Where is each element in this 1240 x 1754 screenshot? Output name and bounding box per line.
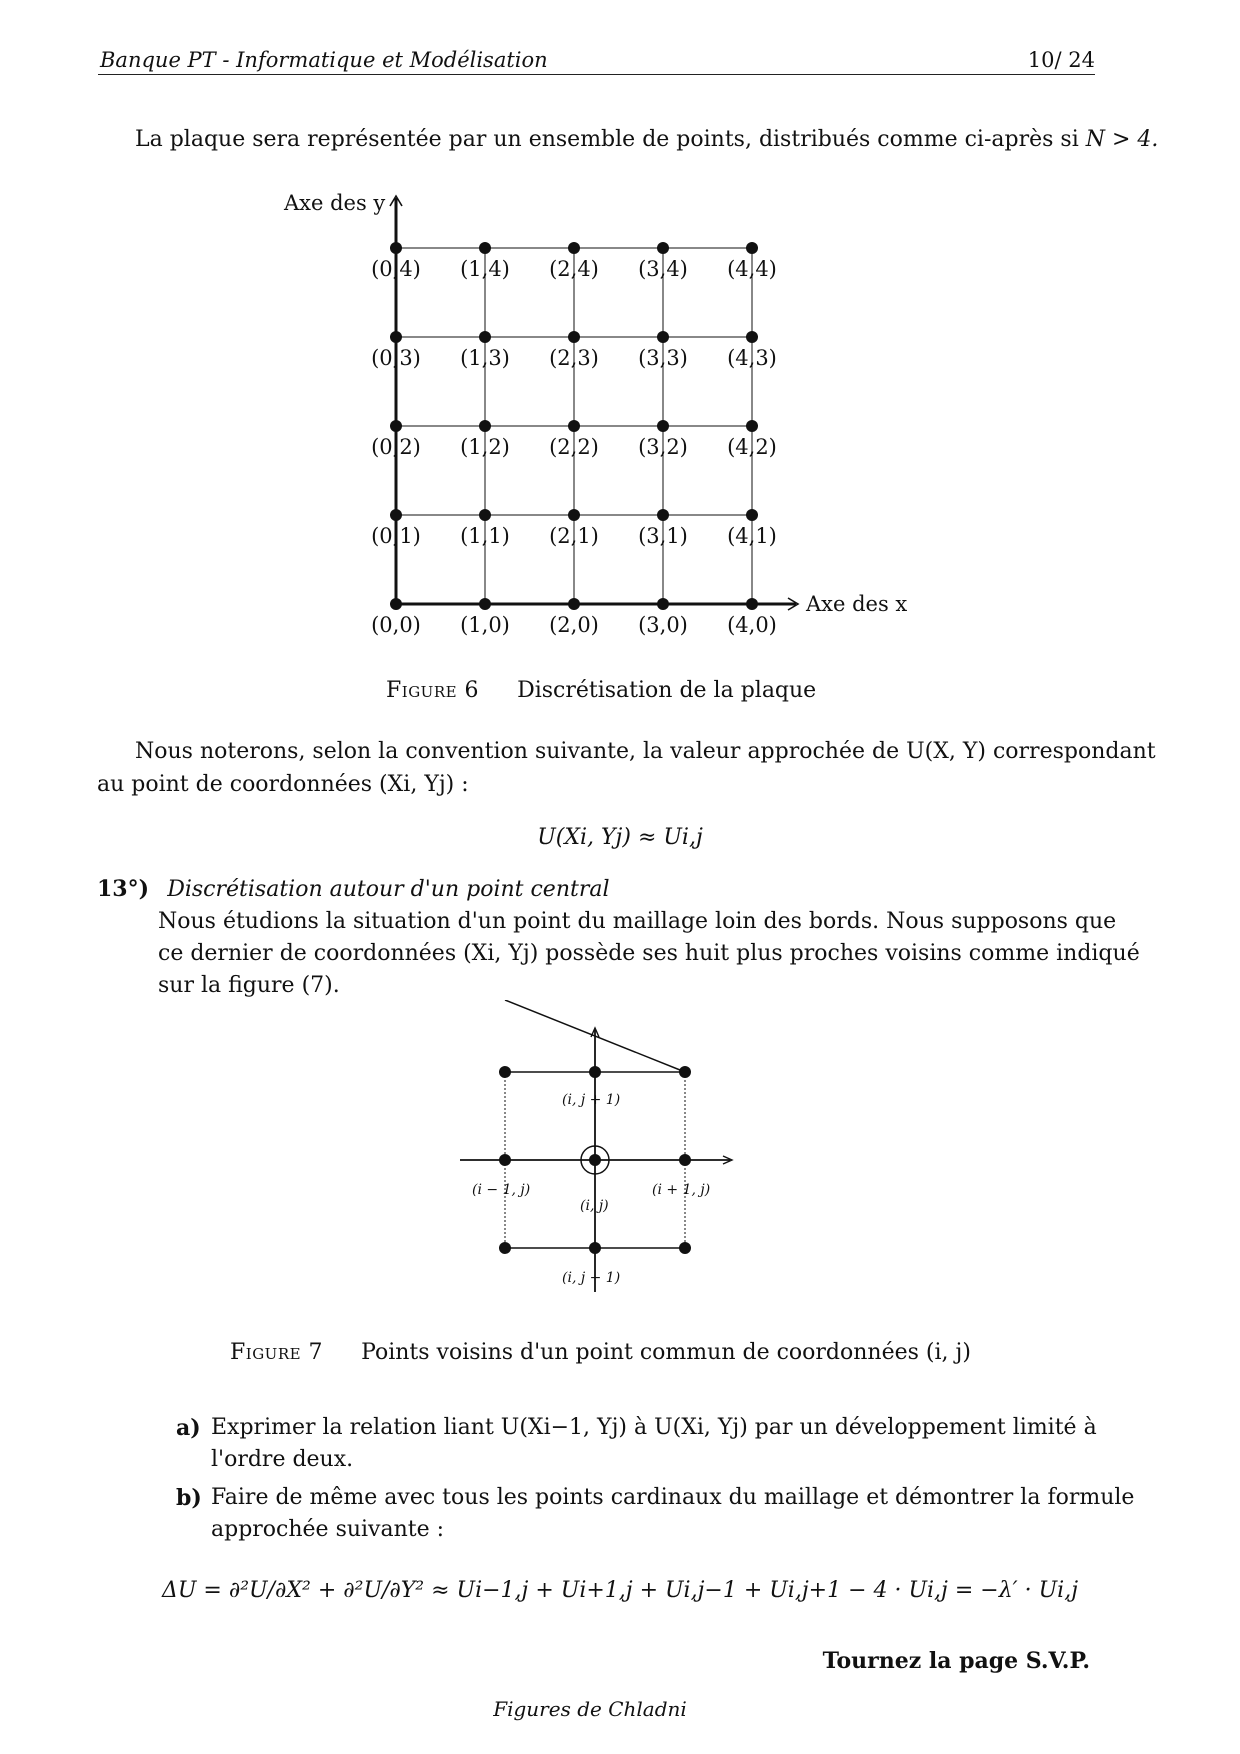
grid-point <box>390 242 402 254</box>
label-bottom: (i, j − 1) <box>562 1270 621 1286</box>
figure-6-caption-label: Figure 6 <box>386 678 480 703</box>
grid-point-label: (4,3) <box>727 346 777 370</box>
neighbor-point-bottom-right <box>679 1242 691 1254</box>
grid-point <box>390 598 402 610</box>
grid-point-label: (1,3) <box>460 346 510 370</box>
subquestion-a-line-2: l'ordre deux. <box>211 1447 354 1472</box>
grid-point <box>479 420 491 432</box>
grid-point <box>657 509 669 521</box>
grid-point <box>568 598 580 610</box>
x-axis-label: Axe des x <box>806 592 908 616</box>
subquestion-b-label <box>176 1482 202 1515</box>
grid-point <box>568 242 580 254</box>
neighbor-point-top-right <box>679 1066 691 1078</box>
figure-6-caption <box>386 678 816 703</box>
page-number: 10/ 24 <box>1027 48 1095 72</box>
question-number: 13°) <box>97 876 150 902</box>
neighbor-point-bottom <box>589 1242 601 1254</box>
grid-point-label: (0,3) <box>371 346 421 370</box>
grid-point <box>390 420 402 432</box>
grid-point <box>746 509 758 521</box>
grid-point <box>657 598 669 610</box>
question-13-heading <box>97 876 610 902</box>
grid-point <box>390 509 402 521</box>
grid-point <box>746 242 758 254</box>
center-point <box>589 1154 601 1166</box>
y-axis-label: Axe des y <box>284 191 386 215</box>
question-13-line-2: ce dernier de coordonnées (Xi, Yj) possède ses huit plus proches voisins comme indiqué <box>158 941 1140 966</box>
grid-point-label: (1,4) <box>460 257 510 281</box>
subquestion-b-line-2: approchée suivante : <box>211 1517 445 1542</box>
grid-point-label: (0,0) <box>371 613 421 637</box>
grid-point-label: (3,3) <box>638 346 688 370</box>
figure-7-caption <box>230 1340 971 1365</box>
grid-point <box>568 420 580 432</box>
figure-6-caption-text: Discrétisation de la plaque <box>517 678 817 703</box>
label-left: (i − 1, j) <box>472 1182 531 1198</box>
grid-point-label: (2,4) <box>549 257 599 281</box>
grid-point-label: (2,0) <box>549 613 599 637</box>
grid-point <box>390 331 402 343</box>
header-title: Banque PT - Informatique et Modélisation <box>100 48 548 72</box>
neighbor-point-bottom-left <box>499 1242 511 1254</box>
grid-point-label: (1,0) <box>460 613 510 637</box>
grid-point-label: (0,1) <box>371 524 421 548</box>
label-right: (i + 1, j) <box>652 1182 711 1198</box>
question-13-line-1: Nous étudions la situation d'un point du maillage loin des bords. Nous supposons que <box>158 909 1117 934</box>
grid-point-label: (1,1) <box>460 524 510 548</box>
figure-7-caption-label: Figure 7 <box>230 1340 324 1365</box>
grid-point-label: (4,1) <box>727 524 777 548</box>
neighbor-point-right <box>679 1154 691 1166</box>
grid-point-label: (3,2) <box>638 435 688 459</box>
grid-point-label: (2,2) <box>549 435 599 459</box>
grid-point <box>657 242 669 254</box>
grid-point <box>746 598 758 610</box>
label-center: (i, j) <box>580 1198 609 1214</box>
grid-point <box>657 331 669 343</box>
grid-point-label: (2,3) <box>549 346 599 370</box>
grid-point-label: (3,1) <box>638 524 688 548</box>
grid-point-label: (4,0) <box>727 613 777 637</box>
laplacian-formula: ΔU = ∂²U/∂X² + ∂²U/∂Y² ≈ Ui−1,j + Ui+1,j + Ui,j−1 + Ui,j+1 − 4 · Ui,j = −λ′ · Ui,j <box>161 1578 1079 1603</box>
intro-text: La plaque sera représentée par un ensemble de points, distribués comme ci-après si <box>135 127 1079 152</box>
neighbor-point-top <box>589 1066 601 1078</box>
turn-page-note: Tournez la page S.V.P. <box>822 1648 1090 1674</box>
question-13-line-3: sur la figure (7). <box>158 973 340 998</box>
subquestion-a-label <box>176 1412 201 1445</box>
grid-point-label: (3,4) <box>638 257 688 281</box>
grid-point <box>568 509 580 521</box>
convention-line-2: au point de coordonnées (Xi, Yj) : <box>97 772 469 797</box>
grid-point-label: (0,4) <box>371 257 421 281</box>
neighbor-point-top-left <box>499 1066 511 1078</box>
grid-point-label: (3,0) <box>638 613 688 637</box>
grid-point <box>479 331 491 343</box>
neighbor-point-left <box>499 1154 511 1166</box>
grid-point-label: (2,1) <box>549 524 599 548</box>
question-title: Discrétisation autour d'un point central <box>167 877 610 902</box>
grid-point <box>746 331 758 343</box>
grid-point-label: (4,4) <box>727 257 777 281</box>
grid-point <box>479 598 491 610</box>
footer-title: Figures de Chladni <box>493 1697 687 1721</box>
subquestion-a-marker: a) <box>176 1415 201 1441</box>
grid-point <box>479 509 491 521</box>
grid-point-label: (0,2) <box>371 435 421 459</box>
subquestion-b-marker: b) <box>176 1485 202 1511</box>
subquestion-a-line-1: Exprimer la relation liant U(Xi−1, Yj) à U(Xi, Yj) par un développement limité à <box>211 1415 1097 1440</box>
grid-point-label: (4,2) <box>727 435 777 459</box>
grid-point <box>746 420 758 432</box>
grid-point <box>479 242 491 254</box>
grid-point <box>568 331 580 343</box>
convention-formula: U(Xi, Yj) ≈ Ui,j <box>537 825 703 850</box>
figure-7-caption-text: Points voisins d'un point commun de coordonnées (i, j) <box>361 1340 971 1365</box>
convention-line-1: Nous noterons, selon la convention suivante, la valeur approchée de U(X, Y) correspondant <box>135 739 1156 764</box>
grid-point-label: (1,2) <box>460 435 510 459</box>
subquestion-b-line-1: Faire de même avec tous les points cardinaux du maillage et démontrer la formule <box>211 1485 1135 1510</box>
figure-7-neighbors <box>0 1000 1240 1340</box>
figure-6-grid <box>0 0 1240 700</box>
intro-condition: N > 4. <box>1085 127 1159 152</box>
grid-point <box>657 420 669 432</box>
label-top: (i, j + 1) <box>562 1092 621 1108</box>
